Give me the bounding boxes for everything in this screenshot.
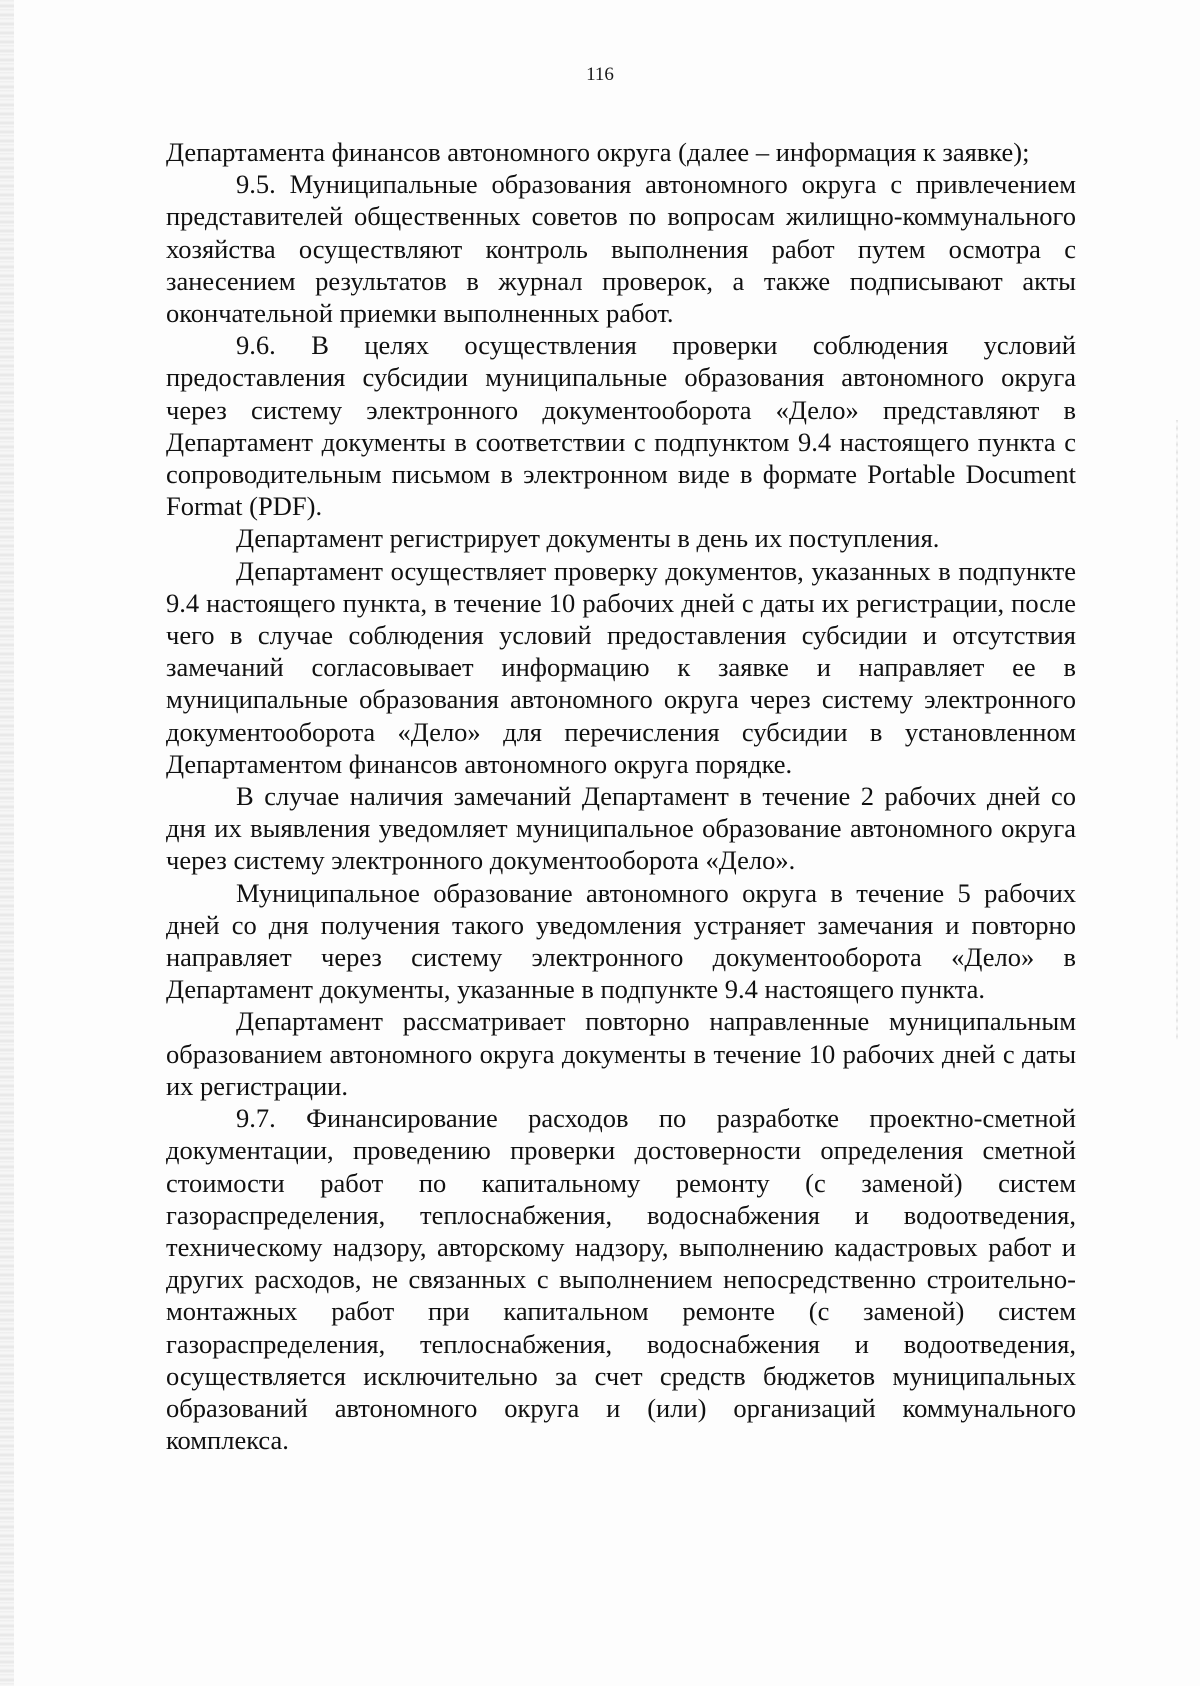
document-body <box>166 136 1076 1456</box>
paragraph-9-7: 9.7. Финансирование расходов по разработке проектно-сметной документации, проведению проверки достоверности определения сметной стоимости работ по капитальному ремонту (с заменой) систем газораспределения, теплоснабжения, водоснабжения и водоотведения, техническому надзору, авторскому надзору, выполнению кадастровых работ и других расходов, не связанных с выполнением непосредственно строительно-монтажных работ при капитальном ремонте (с заменой) систем газораспределения, теплоснабжения, водоснабжения и водоотведения, осуществляется исключительно за счет средств бюджетов муниципальных образований автономного округа и (или) организаций коммунального комплекса. <box>166 1103 1076 1456</box>
scan-edge-left <box>0 0 14 1686</box>
paragraph-continuation: Департамента финансов автономного округа (далее – информация к заявке); <box>166 137 1030 167</box>
page-number: 116 <box>586 64 614 85</box>
paragraph-9-6: 9.6. В целях осуществления проверки соблюдения условий предоставления субсидии муниципальные образования автономного округа через систему электронного документооборота «Дело» представляют в Департамент документы в соответствии с подпунктом 9.4 настоящего пункта с сопроводительным письмом в электронном виде в формате Portable Document Format (PDF). <box>166 330 1076 522</box>
paragraph-resubmission: Муниципальное образование автономного округа в течение 5 рабочих дней со дня получения такого уведомления устраняет замечания и повторно направляет через систему электронного документооборота «Дело» в Департамент документы, указанные в подпункте 9.4 настоящего пункта. <box>166 877 1076 1005</box>
scan-edge-right <box>1176 420 1178 1040</box>
paragraph-9-5: 9.5. Муниципальные образования автономного округа с привлечением представителей общественных советов по вопросам жилищно-коммунального хозяйства осуществляют контроль выполнения работ путем осмотра с занесением результатов в журнал проверок, а также подписывают акты окончательной приемки выполненных работ. <box>166 169 1076 329</box>
paragraph-remarks: В случае наличия замечаний Департамент в течение 2 рабочих дней со дня их выявления уведомляет муниципальное образование автономного округа через систему электронного документооборота «Дело». <box>166 781 1076 876</box>
paragraph-verification: Департамент осуществляет проверку документов, указанных в подпункте 9.4 настоящего пункта, в течение 10 рабочих дней с даты их регистрации, после чего в случае соблюдения условий предоставления субсидии и отсутствия замечаний согласовывает информацию к заявке и направляет ее в муниципальные образования автономного округа через систему электронного документооборота «Дело» для перечисления субсидии в установленном Департаментом финансов автономного округа порядке. <box>166 555 1076 779</box>
paragraph-registration: Департамент регистрирует документы в день их поступления. <box>236 523 940 554</box>
paragraph-review: Департамент рассматривает повторно направленные муниципальным образованием автономного округа документы в течение 10 рабочих дней с даты их регистрации. <box>166 1006 1076 1101</box>
